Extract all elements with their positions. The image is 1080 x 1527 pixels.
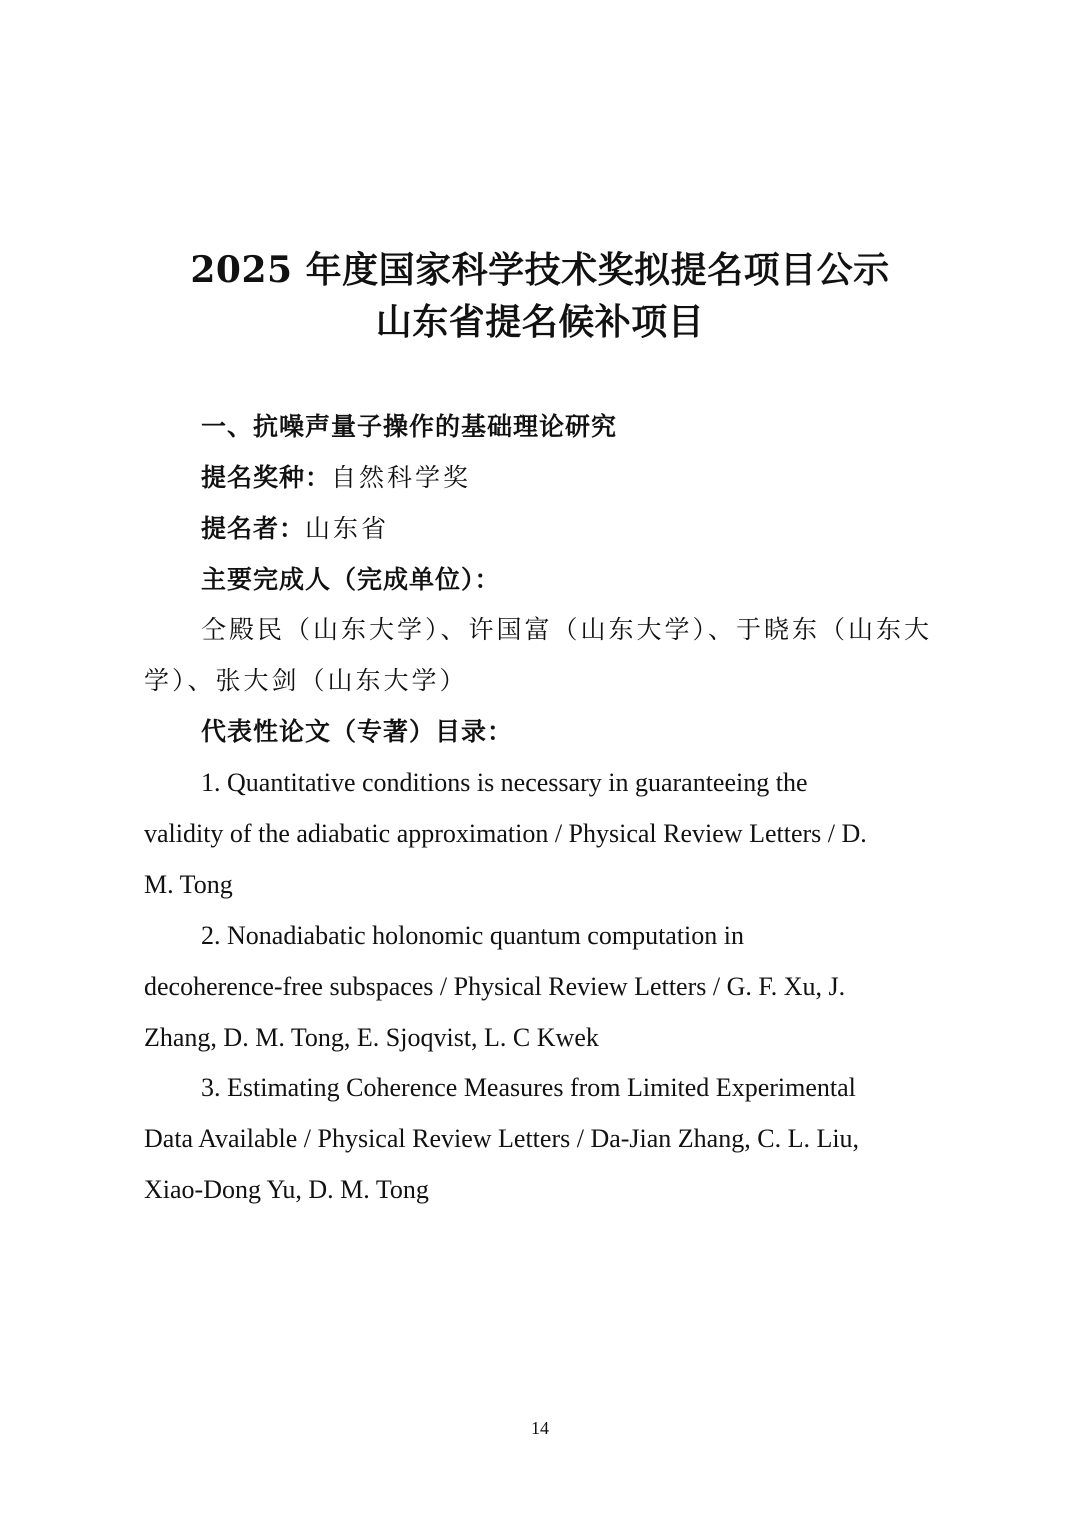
award-label: 提名奖种： [201,463,332,492]
nominator-row [201,509,1001,549]
document-title-line1: 2025 年度国家科学技术奖拟提名项目公示 [190,249,890,291]
paper-3-line3: Xiao-Dong Yu, D. M. Tong [144,1175,429,1204]
contributors-line1: 仝殿民（山东大学）、许国富（山东大学）、于晓东（山东大 [201,615,933,644]
paper-2-line2: decoherence-free subspaces / Physical Review Letters / G. F. Xu, J. [144,972,846,1001]
papers-label: 代表性论文（专著）目录： [201,717,514,746]
paper-1-line2: validity of the adiabatic approximation / Physical Review Letters / D. [144,819,867,848]
paper-3-line2: Data Available / Physical Review Letters / Da-Jian Zhang, C. L. Liu, [144,1124,860,1153]
paper-3-line1: 3. Estimating Coherence Measures from Limited Experimental [201,1073,856,1102]
contributors-line2: 学）、张大剑（山东大学） [144,666,468,695]
paper-1-line3: M. Tong [144,870,233,899]
paper-2-line3: Zhang, D. M. Tong, E. Sjoqvist, L. C Kwek [144,1023,599,1052]
project-heading: 一、抗噪声量子操作的基础理论研究 [201,412,618,441]
award-row [201,458,1001,498]
nominator-value: 山东省 [305,514,390,543]
contributors-label: 主要完成人（完成单位）： [201,565,501,594]
document-title-line2: 山东省提名候补项目 [375,301,705,343]
page-number: 14 [531,1418,549,1438]
nominator-label: 提名者： [201,514,306,543]
award-value: 自然科学奖 [331,463,472,492]
paper-2-line1: 2. Nonadiabatic holonomic quantum computation in [201,921,745,950]
paper-1-line1: 1. Quantitative conditions is necessary in guaranteeing the [201,768,808,797]
